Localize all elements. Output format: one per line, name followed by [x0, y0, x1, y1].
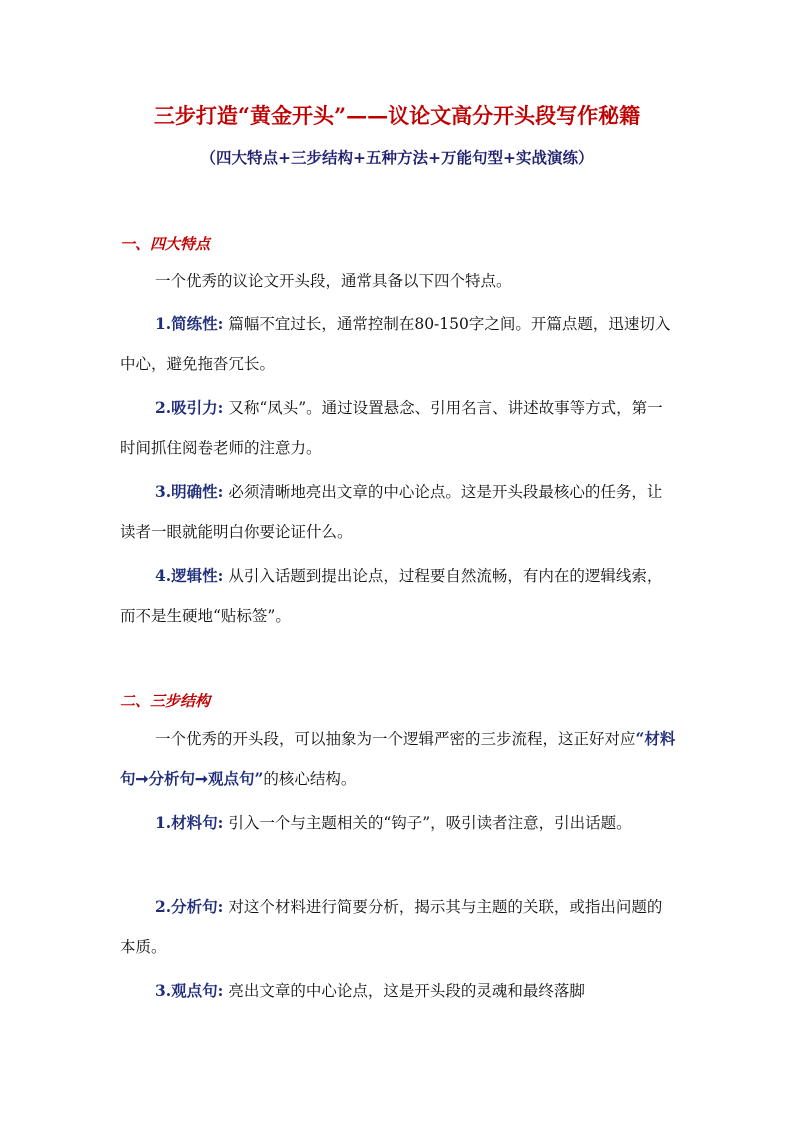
- structure-item-material: [120, 803, 676, 843]
- document-subtitle: （四大特点+三步结构+五种方法+万能句型+实战演练）: [200, 148, 594, 167]
- item-text: 引入一个与主题相关的“钩子”，吸引读者注意，引出话题。: [223, 814, 632, 832]
- item-text: 篇幅不宜过长，通常控制在80-150字之间。开篇点题，迅速切入中心，避免拖沓冗长。: [120, 315, 671, 373]
- feature-item-attraction: [120, 388, 676, 468]
- item-label: 1.简练性:: [155, 314, 224, 333]
- item-label: 3.观点句:: [155, 981, 224, 1000]
- section-intro-structure: [120, 719, 676, 799]
- section-intro-features: 一个优秀的议论文开头段，通常具备以下四个特点。: [155, 272, 512, 290]
- item-text: 对这个材料进行简要分析，揭示其与主题的关联，或指出问题的本质。: [120, 898, 663, 956]
- feature-item-logic: [120, 556, 676, 636]
- feature-item-conciseness: [120, 304, 676, 384]
- item-text: 从引入话题到提出论点，过程要自然流畅，有内在的逻辑线索，而不是生硬地“贴标签”。: [120, 567, 663, 625]
- item-text: 又称“凤头”。通过设置悬念、引用名言、讲述故事等方式，第一时间抓住阅卷老师的注意力。: [120, 399, 663, 457]
- item-text: 亮出文章的中心论点，这是开头段的灵魂和最终落脚: [223, 982, 585, 1000]
- section-heading-structure: 二、三步结构: [120, 692, 211, 710]
- structure-item-viewpoint: [120, 971, 676, 1011]
- section-heading-features: 一、四大特点: [120, 235, 211, 253]
- item-label: 2.吸引力:: [155, 398, 224, 417]
- structure-formula: “材料句➞分析句➞观点句”: [120, 729, 676, 788]
- item-label: 4.逻辑性:: [155, 566, 224, 585]
- feature-item-clarity: [120, 472, 676, 552]
- document-title: 三步打造“黄金开头”——议论文高分开头段写作秘籍: [153, 103, 641, 128]
- structure-item-analysis: [120, 887, 676, 967]
- item-label: 1.材料句:: [155, 813, 224, 832]
- item-label: 3.明确性:: [155, 482, 224, 501]
- item-text: 必须清晰地亮出文章的中心论点。这是开头段最核心的任务，让读者一眼就能明白你要论证什么。: [120, 483, 663, 541]
- intro-text-after: 的核心结构。: [263, 770, 357, 788]
- item-label: 2.分析句:: [155, 897, 224, 916]
- intro-text-before: 一个优秀的开头段，可以抽象为一个逻辑严密的三步流程，这正好对应: [155, 730, 636, 748]
